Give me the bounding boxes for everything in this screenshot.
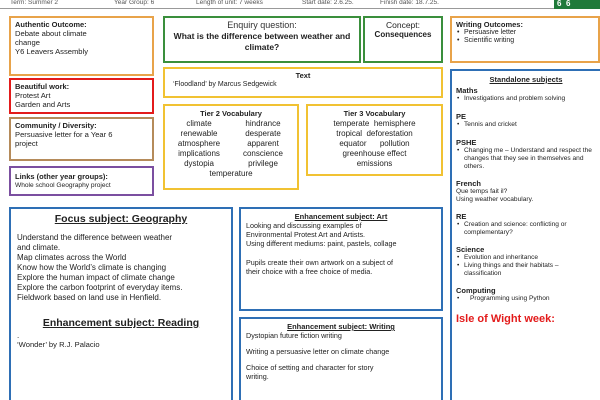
tier3-vocabulary-box bbox=[306, 104, 443, 176]
tier2-row bbox=[167, 119, 295, 129]
focus-title: Focus subject: Geography bbox=[54, 213, 188, 225]
beautiful-work-title: Beautiful work: bbox=[15, 82, 70, 91]
community-title: Community / Diversity: bbox=[15, 121, 97, 130]
focus-subject-box bbox=[9, 207, 233, 400]
tier2-word: apparent bbox=[247, 139, 279, 148]
text-value: ‘Floodland’ by Marcus Sedgewick bbox=[173, 81, 277, 88]
tier2-word: dystopia bbox=[184, 159, 214, 168]
start-date-label: Start date: 2.6.25. bbox=[302, 0, 354, 6]
concept-value: Consequences bbox=[374, 30, 432, 39]
reading-title: Enhancement subject: Reading bbox=[42, 317, 200, 329]
links-title: Links (other year groups): bbox=[15, 172, 108, 181]
links-box bbox=[9, 166, 154, 196]
tier2-word: desperate bbox=[245, 129, 281, 138]
unit-length-label: Length of unit: 7 weeks bbox=[196, 0, 263, 6]
tier3-line: temperate hemisphere bbox=[333, 119, 416, 128]
writing-line: writing. bbox=[246, 372, 269, 381]
writing-outcome-item: • Scientific writing bbox=[456, 37, 594, 45]
concept-title: Concept: bbox=[385, 20, 421, 30]
computing-item: • Programming using Python bbox=[456, 295, 596, 303]
french-line: Que temps fait il? bbox=[456, 188, 508, 195]
focus-line: and climate. bbox=[17, 243, 61, 252]
french-title: French bbox=[456, 179, 482, 188]
re-item: • Creation and science: conflicting or complementary? bbox=[456, 221, 596, 237]
pshe-title: PSHE bbox=[456, 138, 477, 147]
writing-outcomes-box bbox=[450, 16, 600, 63]
community-line: project bbox=[15, 139, 38, 148]
tier2-row bbox=[167, 159, 295, 169]
reading-dot: . bbox=[17, 331, 20, 340]
tier2-word: privilege bbox=[248, 159, 278, 168]
art-para: Pupils create their own artwork on a subject of bbox=[246, 258, 394, 267]
art-title: Enhancement subject: Art bbox=[294, 212, 388, 221]
tier2-word: atmosphere bbox=[177, 139, 221, 148]
authentic-outcome-title: Authentic Outcome: bbox=[15, 20, 87, 29]
links-value: Whole school Geography project bbox=[15, 182, 111, 189]
focus-line: Explore the human impact of climate change bbox=[17, 273, 175, 282]
art-box bbox=[239, 207, 443, 311]
pe-title: PE bbox=[456, 112, 467, 121]
header-strip bbox=[0, 0, 600, 9]
school-logo: 6 6 bbox=[554, 0, 600, 9]
tier2-title: Tier 2 Vocabulary bbox=[200, 109, 262, 118]
tier3-line: equator pollution bbox=[339, 139, 410, 148]
tier2-row bbox=[167, 149, 295, 159]
maths-title: Maths bbox=[456, 86, 478, 95]
standalone-subjects-box bbox=[450, 69, 600, 400]
art-line: Looking and discussing examples of bbox=[246, 221, 362, 230]
text-box bbox=[163, 67, 443, 98]
year-group-label: Year Group: 6 bbox=[114, 0, 155, 6]
finish-date-label: Finish date: 18.7.25. bbox=[380, 0, 439, 6]
enquiry-question: What is the difference between weather and climate? bbox=[173, 31, 351, 52]
science-item: • Evolution and inheritance bbox=[456, 254, 596, 262]
beautiful-work-box bbox=[9, 78, 154, 114]
focus-line: Understand the difference between weather bbox=[17, 233, 173, 242]
authentic-line: Debate about climate bbox=[15, 29, 87, 38]
tier2-word: implications bbox=[178, 149, 220, 158]
concept-box bbox=[363, 16, 443, 63]
tier2-vocabulary-box bbox=[163, 104, 299, 190]
art-line: Using different mediums: paint, pastels, collage bbox=[246, 239, 397, 248]
term-label: Term: Summer 2 bbox=[10, 0, 59, 6]
writing-line: Writing a persuasive letter on climate change bbox=[246, 347, 390, 356]
tier2-word: temperature bbox=[209, 169, 253, 178]
tier2-word: climate bbox=[186, 119, 212, 128]
writing-outcome-item: • Persuasive letter bbox=[456, 29, 594, 37]
maths-item: • Investigations and problem solving bbox=[456, 95, 596, 103]
tier2-word: conscience bbox=[242, 149, 284, 158]
pshe-item: • Changing me – Understand and respect the changes that they see in themselves and others. bbox=[456, 147, 596, 171]
focus-line: Fieldwork based on land use in Henfield. bbox=[17, 293, 162, 302]
tier3-line: emissions bbox=[356, 159, 393, 168]
writing-title: Enhancement subject: Writing bbox=[287, 322, 395, 331]
science-title: Science bbox=[456, 245, 485, 254]
pe-item: • Tennis and cricket bbox=[456, 121, 596, 129]
tier3-line: tropical deforestation bbox=[336, 129, 413, 138]
focus-line: Map climates across the World bbox=[17, 253, 127, 262]
writing-outcomes-title: Writing Outcomes: bbox=[456, 20, 523, 29]
tier2-word: hindrance bbox=[245, 119, 281, 128]
focus-line: Know how the World’s climate is changing bbox=[17, 263, 167, 272]
community-box bbox=[9, 117, 154, 161]
science-item: • Living things and their habitats – classification bbox=[456, 262, 596, 278]
community-line: Persuasive letter for a Year 6 bbox=[15, 130, 113, 139]
art-line: Environmental Protest Art and Artists. bbox=[246, 230, 366, 239]
french-line: Using weather vocabulary. bbox=[456, 196, 534, 203]
enquiry-title: Enquiry question: bbox=[227, 20, 297, 30]
isle-of-wight-week: Isle of Wight week: bbox=[456, 313, 555, 325]
re-title: RE bbox=[456, 212, 467, 221]
text-title: Text bbox=[295, 71, 311, 80]
writing-box bbox=[239, 317, 443, 400]
computing-title: Computing bbox=[456, 286, 496, 295]
writing-line: Choice of setting and character for story bbox=[246, 363, 374, 372]
enquiry-question-box bbox=[163, 16, 361, 63]
tier3-line: greenhouse effect bbox=[342, 149, 407, 158]
writing-line: Dystopian future fiction writing bbox=[246, 331, 342, 340]
standalone-title: Standalone subjects bbox=[489, 75, 563, 84]
art-para: their choice with a free choice of media. bbox=[246, 267, 373, 276]
beautiful-work-line: Garden and Arts bbox=[15, 100, 71, 109]
authentic-line: change bbox=[15, 38, 40, 47]
authentic-outcome-box bbox=[9, 16, 154, 76]
tier2-word: renewable bbox=[180, 129, 218, 138]
tier2-row bbox=[167, 139, 295, 149]
beautiful-work-line: Protest Art bbox=[15, 91, 51, 100]
reading-book: ‘Wonder’ by R.J. Palacio bbox=[17, 340, 100, 349]
focus-line: Explore the carbon footprint of everyday items. bbox=[17, 283, 183, 292]
tier3-title: Tier 3 Vocabulary bbox=[343, 109, 406, 118]
authentic-line: Y6 Leavers Assembly bbox=[15, 47, 89, 56]
tier2-row bbox=[167, 129, 295, 139]
